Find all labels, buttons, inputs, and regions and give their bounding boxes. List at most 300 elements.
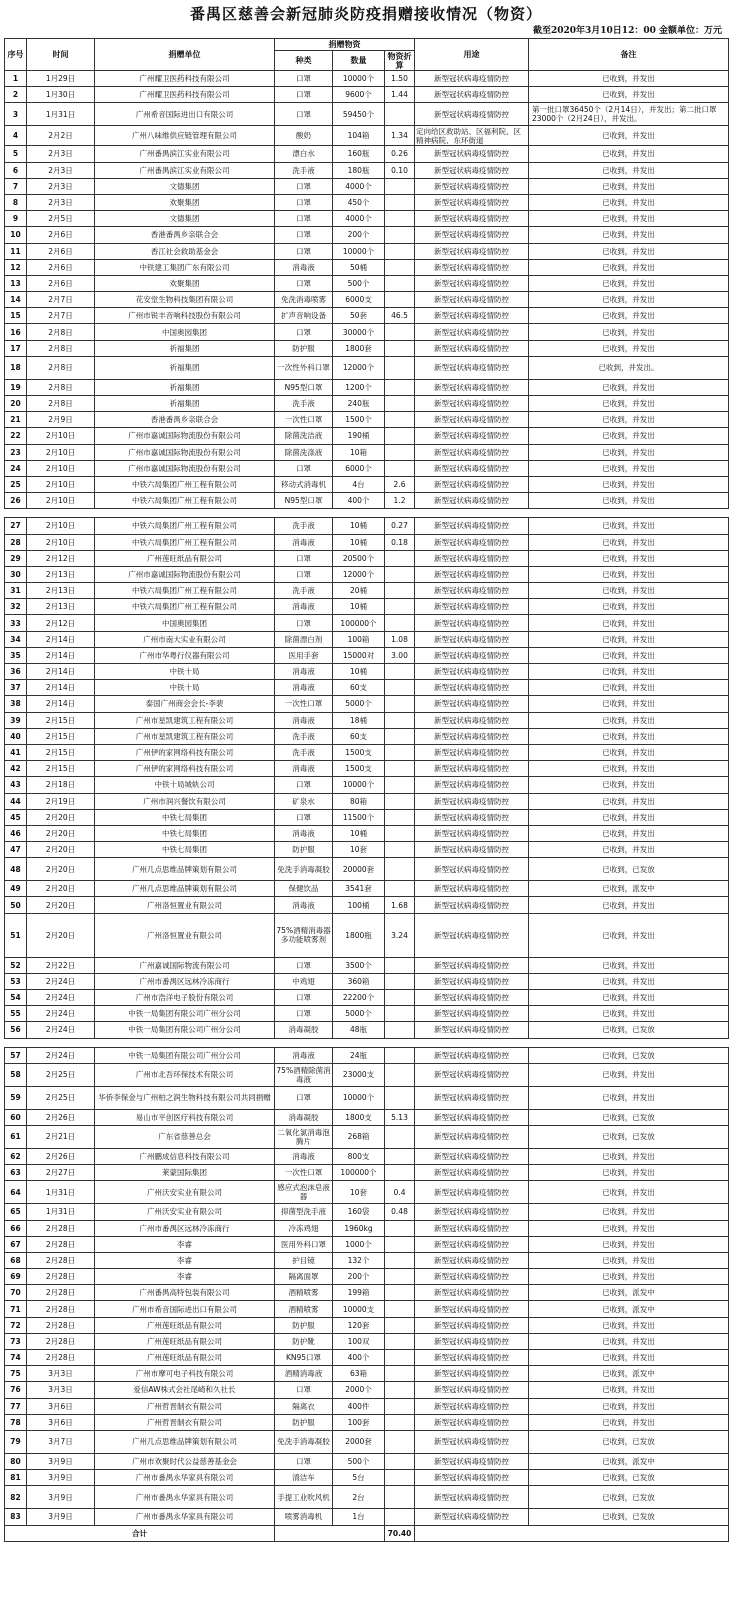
cell-donor: 广州耀卫医药科技有限公司 bbox=[95, 87, 275, 103]
cell-value: 2.6 bbox=[385, 476, 415, 492]
cell-date: 2月15日 bbox=[27, 728, 95, 744]
cell-qty: 450个 bbox=[333, 194, 385, 210]
cell-type: 免洗手消毒凝胶 bbox=[275, 858, 333, 881]
cell-qty: 18桶 bbox=[333, 712, 385, 728]
cell-note: 已收到，已发放 bbox=[529, 1109, 729, 1125]
cell-date: 2月20日 bbox=[27, 913, 95, 957]
cell-qty: 10桶 bbox=[333, 664, 385, 680]
cell-qty: 30000个 bbox=[333, 324, 385, 340]
header-type: 种类 bbox=[275, 51, 333, 71]
cell-date: 2月20日 bbox=[27, 842, 95, 858]
cell-date: 2月28日 bbox=[27, 1220, 95, 1236]
table-row bbox=[5, 396, 729, 412]
cell-date: 2月10日 bbox=[27, 460, 95, 476]
cell-donor: 广州市欢聚时代公益慈善基金会 bbox=[95, 1453, 275, 1469]
cell-use: 新型冠状病毒疫情防控 bbox=[415, 340, 529, 356]
cell-qty: 1960kg bbox=[333, 1220, 385, 1236]
cell-note: 已收到，并发出 bbox=[529, 1333, 729, 1349]
cell-donor: 广州莲旺纸品有限公司 bbox=[95, 1317, 275, 1333]
cell-type: 除菌洗涤液 bbox=[275, 444, 333, 460]
cell-type: 漂白水 bbox=[275, 146, 333, 162]
cell-use: 新型冠状病毒疫情防控 bbox=[415, 696, 529, 712]
cell-donor: 文德集团 bbox=[95, 211, 275, 227]
cell-value bbox=[385, 1486, 415, 1509]
cell-date: 2月20日 bbox=[27, 858, 95, 881]
cell-donor: 广州耀卫医药科技有限公司 bbox=[95, 71, 275, 87]
cell-donor: 中铁一局集团有限公司广州分公司 bbox=[95, 1006, 275, 1022]
cell-idx: 60 bbox=[5, 1109, 27, 1125]
table-row bbox=[5, 1285, 729, 1301]
cell-date: 2月3日 bbox=[27, 162, 95, 178]
cell-donor: 广州洛恒置业有限公司 bbox=[95, 897, 275, 913]
cell-date: 2月24日 bbox=[27, 973, 95, 989]
cell-qty: 12000个 bbox=[333, 356, 385, 379]
cell-qty: 20000套 bbox=[333, 858, 385, 881]
cell-note: 已收到，并发出 bbox=[529, 1414, 729, 1430]
table-row bbox=[5, 664, 729, 680]
cell-qty: 1200个 bbox=[333, 379, 385, 395]
cell-donor: 中铁七局集团 bbox=[95, 842, 275, 858]
cell-donor: 广州市南大实业有限公司 bbox=[95, 631, 275, 647]
cell-idx: 72 bbox=[5, 1317, 27, 1333]
cell-type: 消毒凝胶 bbox=[275, 1022, 333, 1038]
cell-value: 0.26 bbox=[385, 146, 415, 162]
cell-type: 消毒液 bbox=[275, 761, 333, 777]
cell-value bbox=[385, 1414, 415, 1430]
cell-type: KN95口罩 bbox=[275, 1350, 333, 1366]
cell-date: 2月28日 bbox=[27, 1301, 95, 1317]
cell-qty: 12000个 bbox=[333, 566, 385, 582]
cell-type: 喷雾消毒机 bbox=[275, 1509, 333, 1525]
cell-note: 已收到，并发出 bbox=[529, 460, 729, 476]
cell-note: 已收到，并发出 bbox=[529, 146, 729, 162]
cell-note: 已收到，派发中 bbox=[529, 1453, 729, 1469]
cell-date: 2月14日 bbox=[27, 696, 95, 712]
cell-idx: 35 bbox=[5, 647, 27, 663]
cell-date: 2月26日 bbox=[27, 1109, 95, 1125]
cell-date: 2月15日 bbox=[27, 712, 95, 728]
cell-use: 新型冠状病毒疫情防控 bbox=[415, 1350, 529, 1366]
cell-idx: 4 bbox=[5, 126, 27, 146]
cell-use: 新型冠状病毒疫情防控 bbox=[415, 1414, 529, 1430]
cell-date: 2月22日 bbox=[27, 957, 95, 973]
cell-type: 口罩 bbox=[275, 1453, 333, 1469]
cell-use: 新型冠状病毒疫情防控 bbox=[415, 1269, 529, 1285]
cell-value bbox=[385, 1252, 415, 1268]
cell-qty: 200个 bbox=[333, 1269, 385, 1285]
table-row bbox=[5, 842, 729, 858]
cell-type: 除菌洗洁液 bbox=[275, 428, 333, 444]
table-row bbox=[5, 973, 729, 989]
cell-date: 1月29日 bbox=[27, 71, 95, 87]
cell-use: 新型冠状病毒疫情防控 bbox=[415, 194, 529, 210]
cell-date: 2月28日 bbox=[27, 1333, 95, 1349]
header-qty: 数量 bbox=[333, 51, 385, 71]
cell-note: 已收到，并发出 bbox=[529, 444, 729, 460]
cell-qty: 100箱 bbox=[333, 631, 385, 647]
cell-type: 一次性外科口罩 bbox=[275, 356, 333, 379]
cell-idx: 23 bbox=[5, 444, 27, 460]
table-row bbox=[5, 146, 729, 162]
cell-idx: 12 bbox=[5, 259, 27, 275]
cell-idx: 30 bbox=[5, 566, 27, 582]
cell-type: 酒精消毒液 bbox=[275, 1366, 333, 1382]
table-row bbox=[5, 324, 729, 340]
cell-type: 酸奶 bbox=[275, 126, 333, 146]
cell-value: 0.4 bbox=[385, 1181, 415, 1204]
cell-type: 洗手液 bbox=[275, 583, 333, 599]
cell-idx: 41 bbox=[5, 744, 27, 760]
cell-qty: 100桶 bbox=[333, 897, 385, 913]
table-row bbox=[5, 631, 729, 647]
cell-value: 1.08 bbox=[385, 631, 415, 647]
cell-donor: 李睿 bbox=[95, 1236, 275, 1252]
cell-use: 新型冠状病毒疫情防控 bbox=[415, 275, 529, 291]
cell-value bbox=[385, 1398, 415, 1414]
cell-donor: 广州市嘉诚国际物流股份有限公司 bbox=[95, 444, 275, 460]
table-row bbox=[5, 379, 729, 395]
cell-note: 已收到，并发出 bbox=[529, 696, 729, 712]
cell-date: 2月28日 bbox=[27, 1236, 95, 1252]
cell-value bbox=[385, 356, 415, 379]
cell-note: 已收到，并发出 bbox=[529, 178, 729, 194]
cell-qty: 10000个 bbox=[333, 71, 385, 87]
cell-value bbox=[385, 292, 415, 308]
cell-use: 新型冠状病毒疫情防控 bbox=[415, 728, 529, 744]
cell-idx: 64 bbox=[5, 1181, 27, 1204]
table-row bbox=[5, 126, 729, 146]
cell-value bbox=[385, 1006, 415, 1022]
table-row bbox=[5, 412, 729, 428]
cell-value bbox=[385, 1022, 415, 1038]
cell-note: 已收到，并发出 bbox=[529, 275, 729, 291]
cell-donor: 广州市嘉诚国际物流股份有限公司 bbox=[95, 460, 275, 476]
cell-idx: 52 bbox=[5, 957, 27, 973]
cell-date: 2月6日 bbox=[27, 275, 95, 291]
cell-use: 新型冠状病毒疫情防控 bbox=[415, 1486, 529, 1509]
table-row bbox=[5, 809, 729, 825]
cell-value bbox=[385, 761, 415, 777]
cell-date: 2月20日 bbox=[27, 809, 95, 825]
document bbox=[4, 0, 728, 1542]
cell-idx: 50 bbox=[5, 897, 27, 913]
cell-note: 已收到，并发出 bbox=[529, 1382, 729, 1398]
cell-qty: 11500个 bbox=[333, 809, 385, 825]
table-row bbox=[5, 493, 729, 509]
cell-donor: 欢聚集团 bbox=[95, 194, 275, 210]
cell-use: 新型冠状病毒疫情防控 bbox=[415, 71, 529, 87]
cell-idx: 29 bbox=[5, 550, 27, 566]
cell-qty: 23000支 bbox=[333, 1063, 385, 1086]
cell-idx: 81 bbox=[5, 1470, 27, 1486]
cell-use: 新型冠状病毒疫情防控 bbox=[415, 1285, 529, 1301]
cell-qty: 360箱 bbox=[333, 973, 385, 989]
table-row bbox=[5, 534, 729, 550]
cell-type: 口罩 bbox=[275, 243, 333, 259]
cell-type: 手提工业吹风机 bbox=[275, 1486, 333, 1509]
cell-idx: 48 bbox=[5, 858, 27, 881]
cell-idx: 43 bbox=[5, 777, 27, 793]
cell-idx: 68 bbox=[5, 1252, 27, 1268]
cell-date: 3月7日 bbox=[27, 1430, 95, 1453]
header-group: 捐赠物资 bbox=[275, 39, 415, 51]
cell-idx: 7 bbox=[5, 178, 27, 194]
cell-donor: 广州嘉诚国际物流有限公司 bbox=[95, 957, 275, 973]
table-body bbox=[5, 71, 729, 1542]
cell-date: 2月3日 bbox=[27, 146, 95, 162]
cell-date: 2月20日 bbox=[27, 897, 95, 913]
cell-type: 75%酒精除菌消毒液 bbox=[275, 1063, 333, 1086]
cell-type: 医用手套 bbox=[275, 647, 333, 663]
cell-date: 2月10日 bbox=[27, 476, 95, 492]
cell-use: 新型冠状病毒疫情防控 bbox=[415, 881, 529, 897]
cell-idx: 49 bbox=[5, 881, 27, 897]
cell-date: 2月14日 bbox=[27, 680, 95, 696]
table-row bbox=[5, 1398, 729, 1414]
table-row bbox=[5, 957, 729, 973]
table-row bbox=[5, 1006, 729, 1022]
as-of-note: 截至2020年3月10日12：00 金额单位：万元 bbox=[532, 26, 722, 36]
cell-qty: 6000支 bbox=[333, 292, 385, 308]
cell-donor: 广州市锐丰音响科技股份有限公司 bbox=[95, 308, 275, 324]
cell-value: 1.34 bbox=[385, 126, 415, 146]
cell-use: 新型冠状病毒疫情防控 bbox=[415, 324, 529, 340]
cell-note: 已收到，并发出 bbox=[529, 664, 729, 680]
cell-note: 已收到，派发中 bbox=[529, 1301, 729, 1317]
cell-donor: 祈福集团 bbox=[95, 340, 275, 356]
cell-idx: 36 bbox=[5, 664, 27, 680]
table-row bbox=[5, 1333, 729, 1349]
cell-value bbox=[385, 550, 415, 566]
cell-use: 新型冠状病毒疫情防控 bbox=[415, 1470, 529, 1486]
cell-idx: 74 bbox=[5, 1350, 27, 1366]
cell-type: 免洗手消毒凝胶 bbox=[275, 1430, 333, 1453]
cell-qty: 10000个 bbox=[333, 243, 385, 259]
cell-value bbox=[385, 194, 415, 210]
cell-note: 已收到，并发出 bbox=[529, 990, 729, 1006]
cell-note: 已收到，并发出 bbox=[529, 1063, 729, 1086]
cell-idx: 5 bbox=[5, 146, 27, 162]
cell-note: 已收到，并发出 bbox=[529, 428, 729, 444]
cell-donor: 广州莲旺纸品有限公司 bbox=[95, 550, 275, 566]
table-row bbox=[5, 647, 729, 663]
cell-use: 新型冠状病毒疫情防控 bbox=[415, 1148, 529, 1164]
cell-type: 洗手液 bbox=[275, 728, 333, 744]
table-row bbox=[5, 1301, 729, 1317]
cell-value bbox=[385, 1470, 415, 1486]
cell-use: 新型冠状病毒疫情防控 bbox=[415, 647, 529, 663]
table-row bbox=[5, 1470, 729, 1486]
table-row bbox=[5, 194, 729, 210]
cell-donor: 广州市番禺永华家具有限公司 bbox=[95, 1470, 275, 1486]
table-row bbox=[5, 615, 729, 631]
cell-idx: 71 bbox=[5, 1301, 27, 1317]
cell-qty: 1800套 bbox=[333, 340, 385, 356]
cell-donor: 香江社会救助基金会 bbox=[95, 243, 275, 259]
table-row bbox=[5, 1148, 729, 1164]
cell-qty: 10000个 bbox=[333, 1086, 385, 1109]
cell-idx: 38 bbox=[5, 696, 27, 712]
table-row bbox=[5, 777, 729, 793]
cell-idx: 16 bbox=[5, 324, 27, 340]
cell-date: 2月8日 bbox=[27, 379, 95, 395]
cell-note: 已收到，并发出 bbox=[529, 599, 729, 615]
cell-use: 新型冠状病毒疫情防控 bbox=[415, 809, 529, 825]
cell-value bbox=[385, 777, 415, 793]
cell-date: 3月9日 bbox=[27, 1453, 95, 1469]
cell-note: 已收到，已发放 bbox=[529, 1022, 729, 1038]
cell-date: 1月31日 bbox=[27, 103, 95, 126]
cell-type: 隔离面罩 bbox=[275, 1269, 333, 1285]
cell-use: 新型冠状病毒疫情防控 bbox=[415, 162, 529, 178]
table-row bbox=[5, 292, 729, 308]
cell-note: 已收到，并发出 bbox=[529, 550, 729, 566]
cell-use: 新型冠状病毒疫情防控 bbox=[415, 858, 529, 881]
cell-idx: 66 bbox=[5, 1220, 27, 1236]
cell-type: 口罩 bbox=[275, 1382, 333, 1398]
cell-note: 已收到，已发放 bbox=[529, 1470, 729, 1486]
cell-type: 口罩 bbox=[275, 777, 333, 793]
table-row bbox=[5, 744, 729, 760]
cell-type: 75%酒精消毒器多功能喷雾剂 bbox=[275, 913, 333, 957]
cell-type: 口罩 bbox=[275, 957, 333, 973]
cell-qty: 100000个 bbox=[333, 615, 385, 631]
cell-date: 3月9日 bbox=[27, 1486, 95, 1509]
cell-donor: 祈福集团 bbox=[95, 396, 275, 412]
cell-type: 消毒液 bbox=[275, 825, 333, 841]
cell-idx: 28 bbox=[5, 534, 27, 550]
cell-value bbox=[385, 103, 415, 126]
table-row bbox=[5, 599, 729, 615]
cell-date: 3月6日 bbox=[27, 1398, 95, 1414]
cell-use: 新型冠状病毒疫情防控 bbox=[415, 534, 529, 550]
cell-value bbox=[385, 460, 415, 476]
cell-date: 2月9日 bbox=[27, 412, 95, 428]
cell-type: 医用外科口罩 bbox=[275, 1236, 333, 1252]
cell-note: 已收到，派发中 bbox=[529, 1366, 729, 1382]
cell-idx: 31 bbox=[5, 583, 27, 599]
cell-donor: 中国奥园集团 bbox=[95, 324, 275, 340]
cell-note: 已收到，并发出 bbox=[529, 825, 729, 841]
cell-note: 已收到，并发出 bbox=[529, 913, 729, 957]
cell-value bbox=[385, 1165, 415, 1181]
cell-use: 新型冠状病毒疫情防控 bbox=[415, 1125, 529, 1148]
cell-donor: 中铁十局 bbox=[95, 680, 275, 696]
cell-donor: 广东省慈善总会 bbox=[95, 1125, 275, 1148]
cell-date: 2月7日 bbox=[27, 292, 95, 308]
cell-value bbox=[385, 1269, 415, 1285]
cell-qty: 199箱 bbox=[333, 1285, 385, 1301]
cell-use: 新型冠状病毒疫情防控 bbox=[415, 744, 529, 760]
cell-use: 新型冠状病毒疫情防控 bbox=[415, 1086, 529, 1109]
cell-idx: 20 bbox=[5, 396, 27, 412]
cell-donor: 广州市希音国际进出口有限公司 bbox=[95, 1301, 275, 1317]
cell-note: 已收到，并发出 bbox=[529, 1398, 729, 1414]
cell-type: 口罩 bbox=[275, 178, 333, 194]
cell-qty: 10桶 bbox=[333, 599, 385, 615]
page-title: 番禺区慈善会新冠肺炎防疫捐赠接收情况（物资） bbox=[189, 5, 542, 23]
cell-date: 2月10日 bbox=[27, 518, 95, 534]
cell-idx: 51 bbox=[5, 913, 27, 957]
table-row bbox=[5, 444, 729, 460]
cell-donor: 广州市北吾环保技术有限公司 bbox=[95, 1063, 275, 1086]
cell-date: 2月8日 bbox=[27, 396, 95, 412]
table-row bbox=[5, 243, 729, 259]
cell-type: 一次性口罩 bbox=[275, 696, 333, 712]
cell-qty: 4台 bbox=[333, 476, 385, 492]
cell-value bbox=[385, 881, 415, 897]
cell-value: 46.5 bbox=[385, 308, 415, 324]
cell-use: 新型冠状病毒疫情防控 bbox=[415, 476, 529, 492]
cell-qty: 1500个 bbox=[333, 412, 385, 428]
table-row bbox=[5, 881, 729, 897]
cell-note: 已收到，派发中 bbox=[529, 1285, 729, 1301]
cell-date: 3月6日 bbox=[27, 1414, 95, 1430]
cell-type: 移动式消毒机 bbox=[275, 476, 333, 492]
table-row bbox=[5, 1125, 729, 1148]
cell-value bbox=[385, 1220, 415, 1236]
cell-type: N95型口罩 bbox=[275, 379, 333, 395]
cell-note: 已收到，并发出 bbox=[529, 566, 729, 582]
cell-value bbox=[385, 227, 415, 243]
cell-value bbox=[385, 957, 415, 973]
cell-value bbox=[385, 1063, 415, 1086]
table-row bbox=[5, 178, 729, 194]
cell-use: 新型冠状病毒疫情防控 bbox=[415, 1204, 529, 1220]
cell-type: 口罩 bbox=[275, 809, 333, 825]
cell-type: 矿泉水 bbox=[275, 793, 333, 809]
cell-type: 口罩 bbox=[275, 275, 333, 291]
cell-date: 2月28日 bbox=[27, 1350, 95, 1366]
cell-qty: 100双 bbox=[333, 1333, 385, 1349]
cell-value: 1.44 bbox=[385, 87, 415, 103]
total-value: 70.40 bbox=[385, 1525, 415, 1541]
table-row bbox=[5, 1109, 729, 1125]
cell-donor: 广州市星凯建筑工程有限公司 bbox=[95, 712, 275, 728]
cell-value bbox=[385, 583, 415, 599]
cell-date: 2月28日 bbox=[27, 1317, 95, 1333]
cell-idx: 10 bbox=[5, 227, 27, 243]
table-row bbox=[5, 1509, 729, 1525]
cell-type: 扩声音响设备 bbox=[275, 308, 333, 324]
table-row bbox=[5, 259, 729, 275]
cell-use: 新型冠状病毒疫情防控 bbox=[415, 1252, 529, 1268]
cell-donor: 广州伊的家网络科技有限公司 bbox=[95, 761, 275, 777]
cell-type: 防护服 bbox=[275, 1317, 333, 1333]
cell-idx: 73 bbox=[5, 1333, 27, 1349]
cell-type: 中鸡翅 bbox=[275, 973, 333, 989]
cell-date: 2月24日 bbox=[27, 1047, 95, 1063]
cell-idx: 57 bbox=[5, 1047, 27, 1063]
cell-date: 2月13日 bbox=[27, 583, 95, 599]
cell-date: 2月19日 bbox=[27, 793, 95, 809]
cell-donor: 广州几点思维品牌策划有限公司 bbox=[95, 1430, 275, 1453]
cell-donor: 广州市星凯建筑工程有限公司 bbox=[95, 728, 275, 744]
cell-donor: 广州哲晋制衣有限公司 bbox=[95, 1398, 275, 1414]
cell-qty: 1000个 bbox=[333, 1236, 385, 1252]
cell-use: 新型冠状病毒疫情防控 bbox=[415, 292, 529, 308]
cell-use: 新型冠状病毒疫情防控 bbox=[415, 680, 529, 696]
cell-idx: 80 bbox=[5, 1453, 27, 1469]
cell-value bbox=[385, 793, 415, 809]
cell-date: 2月26日 bbox=[27, 1148, 95, 1164]
cell-idx: 77 bbox=[5, 1398, 27, 1414]
cell-use: 新型冠状病毒疫情防控 bbox=[415, 1022, 529, 1038]
cell-idx: 67 bbox=[5, 1236, 27, 1252]
cell-value bbox=[385, 696, 415, 712]
cell-idx: 14 bbox=[5, 292, 27, 308]
cell-qty: 10套 bbox=[333, 842, 385, 858]
